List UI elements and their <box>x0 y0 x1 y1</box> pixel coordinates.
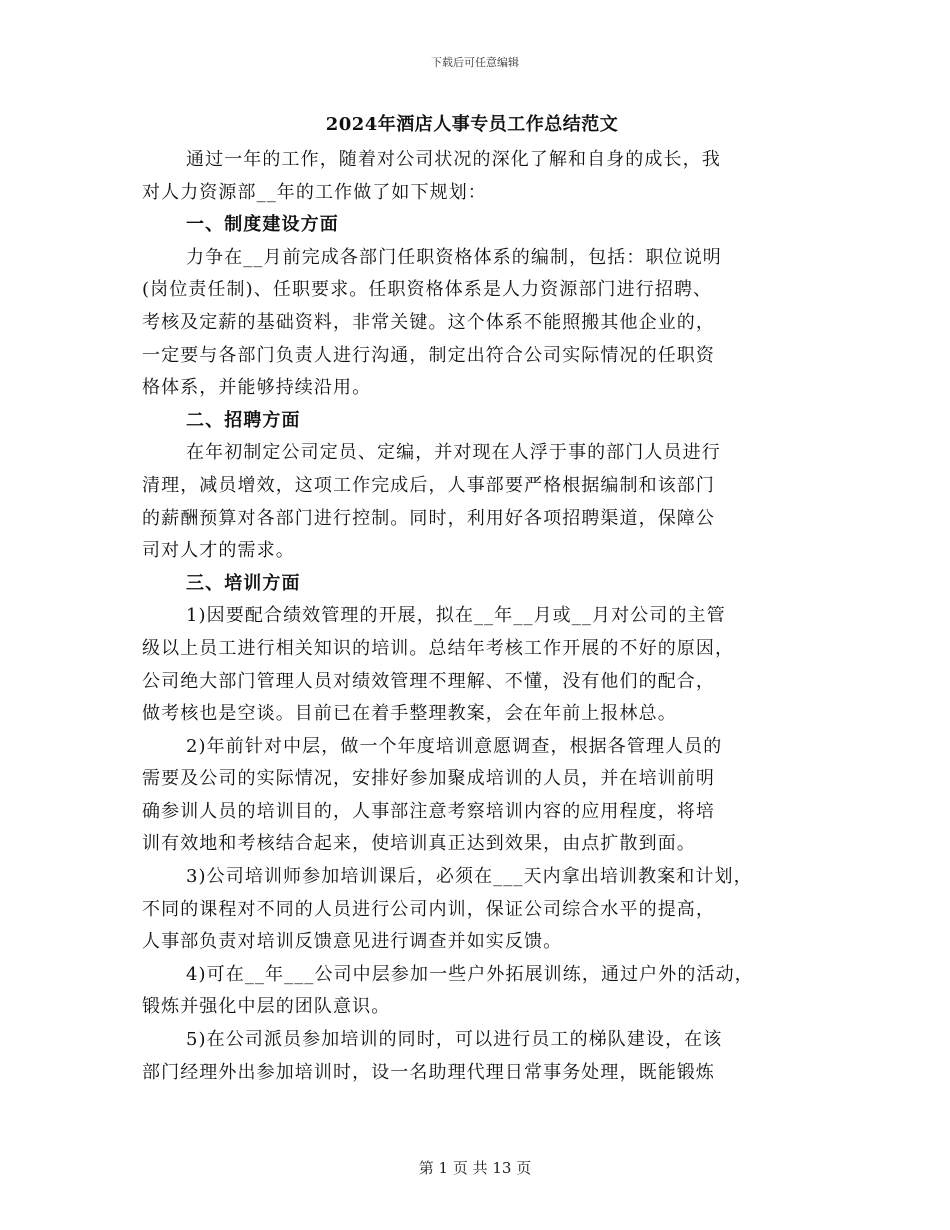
text-line: 通过一年的工作，随着对公司状况的深化了解和自身的成长，我 <box>186 149 721 170</box>
header-note: 下载后可任意编辑 <box>431 56 519 69</box>
text-line: 考核及定薪的基础资料，非常关键。这个体系不能照搬其他企业的， <box>142 311 715 333</box>
text-line: 训有效地和考核结合起来，使培训真正达到效果，由点扩散到面。 <box>142 833 696 855</box>
section-heading: 二、招聘方面 <box>186 409 301 431</box>
text-line: 级以上员工进行相关知识的培训。总结年考核工作开展的不好的原因， <box>142 637 735 659</box>
document-body <box>142 110 802 1089</box>
text-line: 5)在公司派员参加培训的同时，可以进行员工的梯队建设，在该 <box>186 1029 723 1051</box>
document-title: 2024年酒店人事专员工作总结范文 <box>325 114 619 135</box>
text-line: 力争在__月前完成各部门任职资格体系的编制，包括：职位说明 <box>186 246 722 268</box>
text-line: (岗位责任制)、任职要求。任职资格体系是人力资源部门进行招聘、 <box>142 279 713 301</box>
text-line: 锻炼并强化中层的团队意识。 <box>142 996 391 1018</box>
text-line: 2)年前针对中层，做一个年度培训意愿调查，根据各管理人员的 <box>186 735 723 757</box>
text-line: 确参训人员的培训目的，人事部注意考察培训内容的应用程度，将培 <box>142 800 715 822</box>
text-line: 的薪酬预算对各部门进行控制。同时，利用好各项招聘渠道，保障公 <box>142 507 715 529</box>
section-heading: 一、制度建设方面 <box>186 214 339 236</box>
text-line: 不同的课程对不同的人员进行公司内训，保证公司综合水平的提高， <box>142 898 715 920</box>
text-line: 人事部负责对培训反馈意见进行调查并如实反馈。 <box>142 931 563 953</box>
text-line: 部门经理外出参加培训时，设一名助理代理日常事务处理，既能锻炼 <box>142 1061 715 1083</box>
document-lines <box>142 144 802 1089</box>
text-line: 做考核也是空谈。目前已在着手整理教案，会在年前上报林总。 <box>142 703 677 725</box>
text-line: 需要及公司的实际情况，安排好参加聚成培训的人员，并在培训前明 <box>142 768 715 790</box>
section-heading: 三、培训方面 <box>186 572 301 594</box>
text-line: 在年初制定公司定员、定编，并对现在人浮于事的部门人员进行 <box>186 442 721 464</box>
text-line: 一定要与各部门负责人进行沟通，制定出符合公司实际情况的任职资 <box>142 344 715 366</box>
text-line: 清理，减员增效，这项工作完成后，人事部要严格根据编制和该部门 <box>142 474 715 496</box>
text-line: 4)可在__年___公司中层参加一些户外拓展训练，通过户外的活动， <box>186 963 754 985</box>
text-line: 格体系，并能够持续沿用。 <box>142 377 372 399</box>
text-line: 公司绝大部门管理人员对绩效管理不理解、不懂，没有他们的配合， <box>142 670 715 692</box>
page-footer: 第 1 页 共 13 页 <box>418 1159 532 1177</box>
text-line: 对人力资源部__年的工作做了如下规划： <box>142 181 487 203</box>
text-line: 3)公司培训师参加培训课后，必须在___天内拿出培训教案和计划， <box>186 866 753 888</box>
text-line: 1)因要配合绩效管理的开展，拟在__年__月或__月对公司的主管 <box>186 605 726 627</box>
text-line: 司对人才的需求。 <box>142 540 295 562</box>
